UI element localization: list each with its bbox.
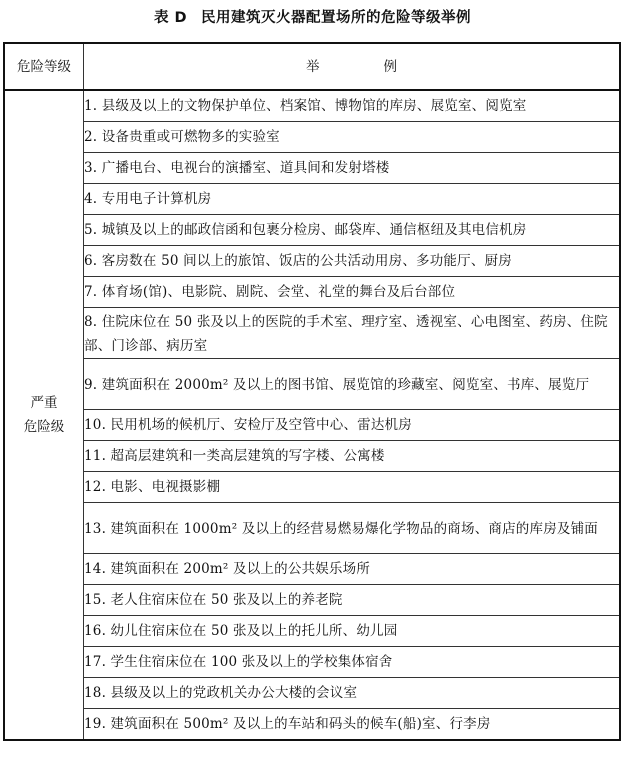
example-item-2: 2. 设备贵重或可燃物多的实验室: [84, 122, 621, 153]
example-item-19: 19. 建筑面积在 500m² 及以上的车站和码头的候车(船)室、行李房: [84, 709, 621, 741]
hazard-level-cell: [4, 90, 84, 740]
table-row: [4, 122, 620, 153]
table-row: [4, 215, 620, 246]
table-row: [4, 246, 620, 277]
example-item-5: 5. 城镇及以上的邮政信函和包裹分检房、邮袋库、通信枢纽及其电信机房: [84, 215, 621, 246]
table-row: [4, 277, 620, 308]
table-row: [4, 554, 620, 585]
hazard-level-line1: 严重: [30, 395, 58, 411]
hazard-level-line2: 危险级: [23, 419, 65, 435]
table-row: [4, 709, 620, 741]
table-code: 表 D: [153, 10, 188, 26]
table-row: [4, 647, 620, 678]
header-examples: 举例: [84, 43, 621, 90]
example-item-10: 10. 民用机场的候机厅、安检厅及空管中心、雷达机房: [84, 410, 621, 441]
example-item-15: 15. 老人住宿床位在 50 张及以上的养老院: [84, 585, 621, 616]
example-item-13: 13. 建筑面积在 1000m² 及以上的经营易燃易爆化学物品的商场、商店的库房及铺面: [84, 503, 621, 554]
table-row: [4, 359, 620, 410]
example-item-14: 14. 建筑面积在 200m² 及以上的公共娱乐场所: [84, 554, 621, 585]
example-item-16: 16. 幼儿住宿床位在 50 张及以上的托儿所、幼儿园: [84, 616, 621, 647]
table-row: [4, 410, 620, 441]
table-title-text: 民用建筑灭火器配置场所的危险等级举例: [201, 10, 472, 26]
table-row: [4, 472, 620, 503]
example-item-6: 6. 客房数在 50 间以上的旅馆、饭店的公共活动用房、多功能厅、厨房: [84, 246, 621, 277]
example-item-9: 9. 建筑面积在 2000m² 及以上的图书馆、展览馆的珍藏室、阅览室、书库、展览厅: [84, 359, 621, 410]
table-row: [4, 503, 620, 554]
example-item-1: 1. 县级及以上的文物保护单位、档案馆、博物馆的库房、展览室、阅览室: [84, 90, 621, 122]
hazard-level-table: [3, 42, 621, 741]
example-item-8: 8. 住院床位在 50 张及以上的医院的手术室、理疗室、透视室、心电图室、药房、住院部、门诊部、病历室: [84, 308, 621, 359]
table-row: [4, 585, 620, 616]
table-row: [4, 153, 620, 184]
table-header-row: [4, 43, 620, 90]
table-title: [0, 6, 625, 27]
table-row: [4, 441, 620, 472]
table-row: [4, 308, 620, 359]
table-row: [4, 616, 620, 647]
example-item-12: 12. 电影、电视摄影棚: [84, 472, 621, 503]
example-item-4: 4. 专用电子计算机房: [84, 184, 621, 215]
table-row: [4, 90, 620, 122]
table-row: [4, 678, 620, 709]
example-item-7: 7. 体育场(馆)、电影院、剧院、会堂、礼堂的舞台及后台部位: [84, 277, 621, 308]
example-item-17: 17. 学生住宿床位在 100 张及以上的学校集体宿舍: [84, 647, 621, 678]
example-item-11: 11. 超高层建筑和一类高层建筑的写字楼、公寓楼: [84, 441, 621, 472]
example-item-18: 18. 县级及以上的党政机关办公大楼的会议室: [84, 678, 621, 709]
example-item-3: 3. 广播电台、电视台的演播室、道具间和发射塔楼: [84, 153, 621, 184]
header-hazard-level: 危险等级: [4, 43, 84, 90]
table-row: [4, 184, 620, 215]
